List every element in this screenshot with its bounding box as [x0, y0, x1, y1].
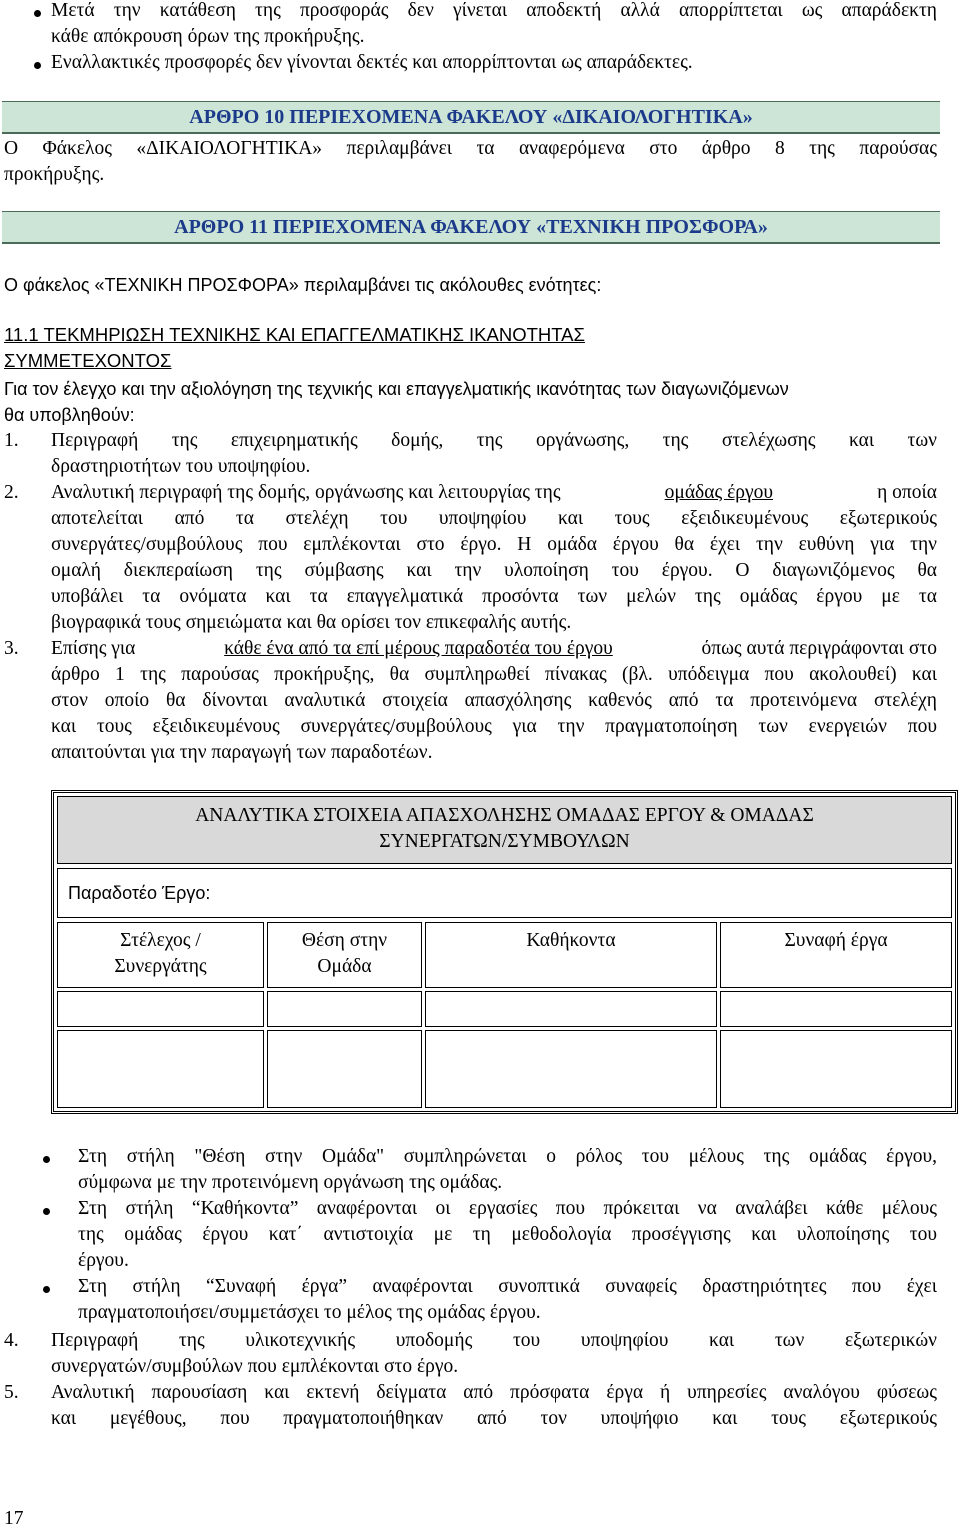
- item-text: απαιτούνται για την παραγωγή των παραδοτέων.: [51, 742, 433, 763]
- item-text-part: όπως αυτά περιγράφονται στο: [701, 638, 937, 659]
- section-11-1-title: ΣΥΜΜΕΤΕΧΟΝΤΟΣ: [4, 350, 172, 371]
- column-header: Συναφή έργα: [784, 930, 888, 951]
- item-text: βιογραφικά τους σημειώματα και θα ορίσει τον επικεφαλής αυτής.: [51, 612, 572, 633]
- article-11-intro: Ο φάκελος «ΤΕΧΝΙΚΗ ΠΡΟΣΦΟΡΑ» περιλαμβάνει τις ακόλουθες ενότητες:: [4, 275, 602, 295]
- bullet-icon: [43, 1156, 50, 1163]
- item-number: 4.: [4, 1330, 19, 1351]
- bullet-text: κάθε απόκρουση όρων της προκήρυξης.: [51, 26, 365, 47]
- section-11-1-intro: θα υποβληθούν:: [4, 405, 135, 425]
- table-title: ΣΥΝΕΡΓΑΤΩΝ/ΣΥΜΒΟΥΛΩΝ: [379, 831, 630, 852]
- deliverables-underlined-text: κάθε ένα από τα επί μέρους παραδοτέα του έργου: [224, 638, 613, 659]
- item-text: Περιγραφή της επιχειρηματικής δομής, της οργάνωσης, της στελέχωσης και των: [51, 430, 937, 451]
- bullet-text: Μετά την κατάθεση της προσφοράς δεν γίνεται αποδεκτή αλλά απορρίπτεται ως απαράδεκτη: [51, 0, 937, 21]
- item-number: 3.: [4, 638, 19, 659]
- article-10-heading: ΑΡΘΡΟ 10 ΠΕΡΙΕΧΟΜΕΝΑ ΦΑΚΕΛΟΥ «ΔΙΚΑΙΟΛΟΓΗΤΙΚΑ»: [189, 106, 753, 128]
- table-empty-cell: [57, 991, 264, 1027]
- column-header: Συνεργάτης: [114, 956, 207, 977]
- column-header-cell: [267, 922, 422, 988]
- item-text: και τους εξειδικευμένους συνεργάτες/συμβούλους για την πραγματοποίηση των ενεργειών που: [51, 716, 937, 737]
- bullet-icon: [34, 10, 41, 17]
- note-text: της ομάδας έργου κατ΄ αντιστοιχία με τη μεθοδολογία προσέγγισης και υλοποίησης του: [78, 1224, 937, 1245]
- team-underlined-text: ομάδας έργου: [664, 482, 774, 503]
- item-text: και μεγέθους, που πραγματοποιήθηκαν από τον υποψήφιο και τους εξωτερικούς: [51, 1408, 937, 1429]
- item-text-part: Επίσης για: [51, 638, 136, 659]
- item-number: 5.: [4, 1382, 19, 1403]
- bullet-text: Εναλλακτικές προσφορές δεν γίνονται δεκτές και απορρίπτονται ως απαράδεκτες.: [51, 52, 693, 73]
- item-text: άρθρο 1 της παρούσας προκήρυξης, θα συμπληρωθεί πίνακας (βλ. υπόδειγμα που ακολουθεί) και: [51, 664, 937, 685]
- table-empty-cell: [267, 991, 422, 1027]
- item-text: συνεργάτες/συμβούλους που εμπλέκονται στο έργο. Η ομάδα έργου θα έχει την ευθύνη για την: [51, 534, 937, 555]
- bullet-icon: [43, 1208, 50, 1215]
- article-11-heading-band: [2, 211, 940, 244]
- staffing-table: [51, 790, 958, 1114]
- item-text: [51, 636, 937, 662]
- column-header-cell: [57, 922, 264, 988]
- column-header: Θέση στην: [301, 930, 388, 951]
- note-text: Στη στήλη “Καθήκοντα” αναφέρονται οι εργασίες που πρόκειται να αναλάβει κάθε μέλους: [78, 1198, 937, 1219]
- item-text: [51, 480, 937, 506]
- item-text: υποβάλει τα ονόματα και τα επαγγελματικά προσόντα των μελών της ομάδας έργου με τα: [51, 586, 937, 607]
- item-text-part: Αναλυτική περιγραφή της δομής, οργάνωσης και λειτουργίας της: [51, 482, 561, 503]
- section-11-1-title: 11.1 ΤΕΚΜΗΡΙΩΣΗ ΤΕΧΝΙΚΗΣ ΚΑΙ ΕΠΑΓΓΕΛΜΑΤΙΚΗΣ ΙΚΑΝΟΤΗΤΑΣ: [4, 324, 585, 345]
- bullet-icon: [34, 62, 41, 69]
- item-text: ομαλή διεκπεραίωση της σύμβασης και την υλοποίηση του έργου. Ο διαγωνιζόμενος θα: [51, 560, 937, 581]
- table-empty-cell: [720, 991, 952, 1027]
- table-empty-cell: [425, 1030, 717, 1108]
- item-number: 1.: [4, 430, 19, 451]
- item-number: 2.: [4, 482, 19, 503]
- table-empty-cell: [720, 1030, 952, 1108]
- item-text: συνεργατών/συμβούλων που εμπλέκονται στο έργο.: [51, 1356, 459, 1377]
- item-text: Περιγραφή της υλικοτεχνικής υποδομής του υποψηφίου και των εξωτερικών: [51, 1330, 937, 1351]
- item-text-part: η οποία: [877, 482, 937, 503]
- table-title: ΑΝΑΛΥΤΙΚΑ ΣΤΟΙΧΕΙΑ ΑΠΑΣΧΟΛΗΣΗΣ ΟΜΑΔΑΣ ΕΡΓΟΥ & ΟΜΑΔΑΣ: [195, 805, 814, 826]
- note-text: σύμφωνα με την προτεινόμενη οργάνωση της ομάδας.: [78, 1172, 503, 1193]
- column-header-cell: [425, 922, 717, 988]
- column-header: Καθήκοντα: [526, 930, 616, 951]
- article-10-text: Ο Φάκελος «ΔΙΚΑΙΟΛΟΓΗΤΙΚΑ» περιλαμβάνει τα αναφερόμενα στο άρθρο 8 της παρούσας: [4, 138, 937, 159]
- section-11-1-intro: Για τον έλεγχο και την αξιολόγηση της τεχνικής και επαγγελματικής ικανότητας των διαγωνιζόμενων: [4, 379, 789, 399]
- note-text: Στη στήλη "Θέση στην Ομάδα" συμπληρώνεται ο ρόλος του μέλους της ομάδας έργου,: [78, 1146, 937, 1167]
- item-text: δραστηριοτήτων του υποψηφίου.: [51, 456, 311, 477]
- deliverable-label: Παραδοτέο Έργο:: [68, 883, 211, 903]
- article-10-text: προκήρυξης.: [4, 164, 105, 185]
- column-header: Ομάδα: [317, 956, 372, 977]
- item-text: στον οποίο θα δίνονται αναλυτικά στοιχεία απασχόλησης καθενός από τα προτεινόμενα στελέχη: [51, 690, 937, 711]
- bullet-icon: [43, 1286, 50, 1293]
- table-empty-cell: [267, 1030, 422, 1108]
- item-text: αποτελείται από τα στελέχη του υποψηφίου και τους εξειδικευμένους εξωτερικούς: [51, 508, 937, 529]
- item-text: Αναλυτική παρουσίαση και εκτενή δείγματα από πρόσφατα έργα ή υπηρεσίες αναλόγου φύσεως: [51, 1382, 937, 1403]
- page-number: 17: [4, 1508, 24, 1529]
- column-header: Στέλεχος /: [120, 930, 201, 951]
- note-text: έργου.: [78, 1250, 129, 1271]
- table-title-cell: [57, 796, 952, 864]
- article-10-heading-band: [2, 101, 940, 134]
- column-header-cell: [720, 922, 952, 988]
- note-text: πραγματοποιήσει/συμμετάσχει το μέλος της ομάδας έργου.: [78, 1302, 541, 1323]
- note-text: Στη στήλη “Συναφή έργα” αναφέρονται συνοπτικά συναφείς δραστηριότητες που έχει: [78, 1276, 937, 1297]
- deliverable-cell: [57, 868, 952, 918]
- table-empty-cell: [57, 1030, 264, 1108]
- table-empty-cell: [425, 991, 717, 1027]
- article-11-heading: ΑΡΘΡΟ 11 ΠΕΡΙΕΧΟΜΕΝΑ ΦΑΚΕΛΟΥ «ΤΕΧΝΙΚΗ ΠΡΟΣΦΟΡΑ»: [174, 216, 768, 238]
